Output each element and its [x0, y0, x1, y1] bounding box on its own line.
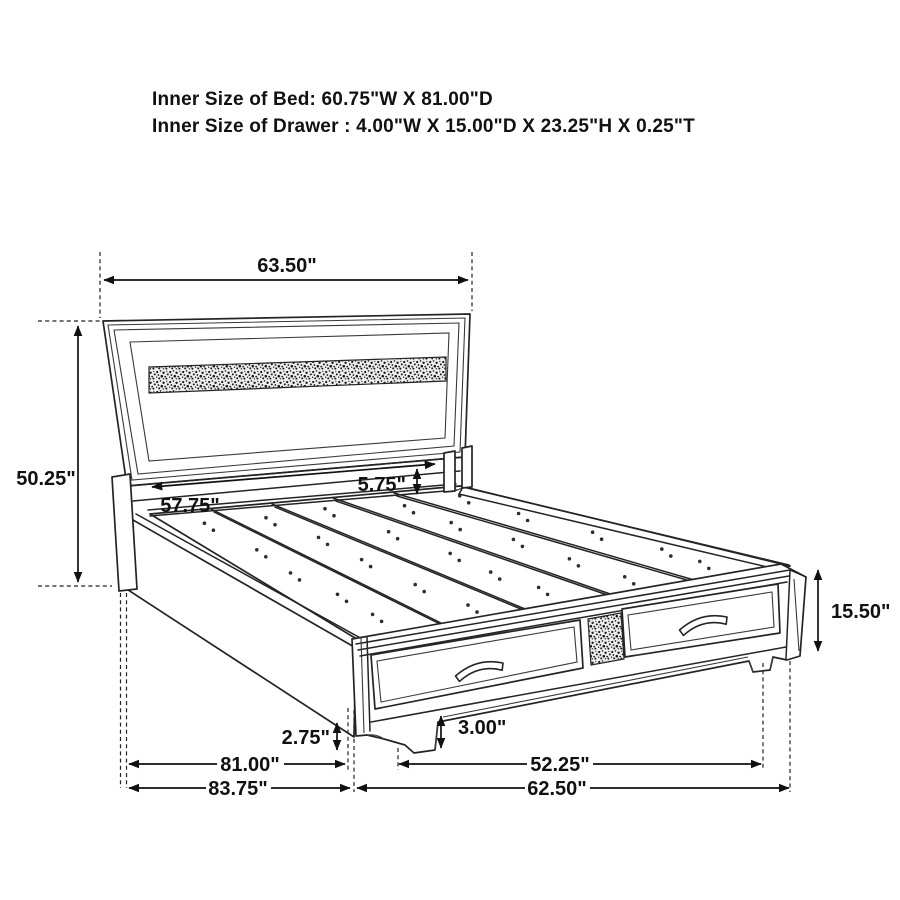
dim-overall-height: 50.25": [16, 468, 76, 490]
inner-drawer-size-note: Inner Size of Drawer : 4.00"W X 15.00"D X 23.25"H X 0.25"T: [152, 116, 695, 137]
dim-headboard-width: 63.50": [257, 255, 317, 277]
dim-headboard-panel-width: 57.75": [160, 495, 220, 517]
title-block: [152, 89, 695, 137]
dim-deck-gap: 5.75": [357, 474, 406, 496]
headboard-left-leg: [112, 474, 137, 591]
dim-rail-bottom-lip: 2.75": [281, 727, 330, 749]
bed-drawing: [103, 314, 806, 753]
dim-footboard-height: 15.50": [831, 601, 891, 623]
dim-footboard-width: 62.50": [527, 778, 587, 800]
dim-inner-length: 81.00": [220, 754, 280, 776]
dim-overall-length: 83.75": [208, 778, 268, 800]
dim-drawer-section-width: 52.25": [530, 754, 590, 776]
inner-bed-size-note: Inner Size of Bed: 60.75"W X 81.00"D: [152, 89, 493, 110]
footboard-glitter-strip: [588, 613, 624, 665]
dim-floor-clearance: 3.00": [458, 717, 507, 739]
